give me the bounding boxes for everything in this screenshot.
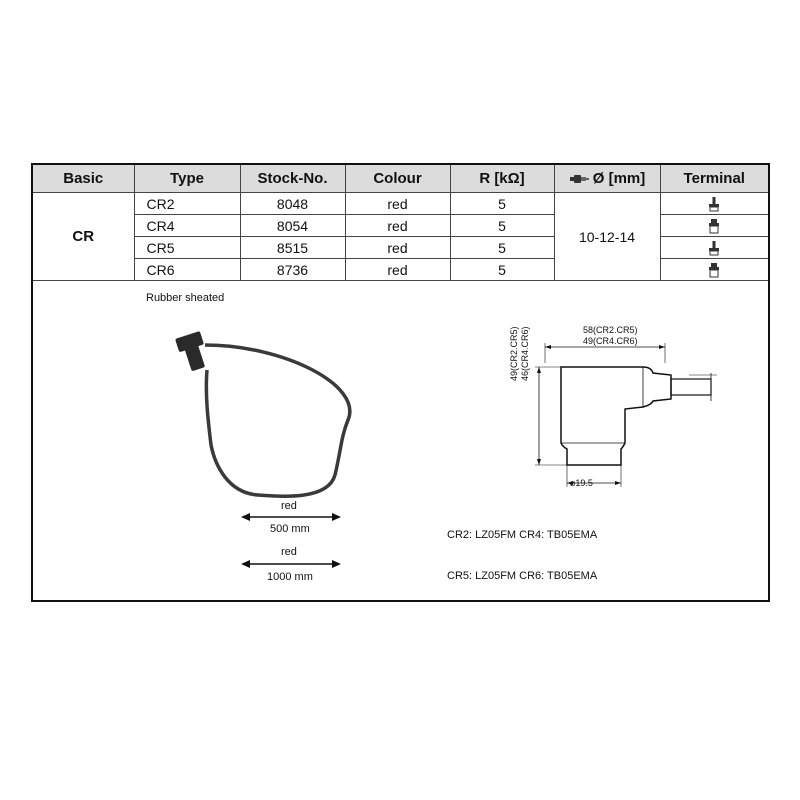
- dim-width-1: 58(CR2.CR5): [583, 325, 638, 335]
- colour-cell: red: [345, 215, 450, 237]
- length2-value: 1000 mm: [267, 571, 313, 583]
- colour-cell: red: [345, 259, 450, 281]
- terminal-note-1: CR2: LZ05FM CR4: TB05EMA: [447, 529, 598, 541]
- type-cell: CR4: [134, 215, 240, 237]
- rubber-caption: Rubber sheated: [146, 292, 225, 304]
- spec-sheet: [31, 163, 770, 602]
- header-resistance: R [kΩ]: [450, 165, 554, 193]
- terminal-cell: [660, 259, 768, 281]
- boot-drawing: [513, 335, 733, 495]
- colour-cell: red: [345, 193, 450, 215]
- terminal-cell: [660, 193, 768, 215]
- length1-value: 500 mm: [270, 523, 310, 535]
- resistance-cell: 5: [450, 259, 554, 281]
- resistance-cell: 5: [450, 237, 554, 259]
- header-stock: Stock-No.: [240, 165, 345, 193]
- length2-colour: red: [281, 546, 297, 558]
- cable-illustration: [163, 325, 383, 505]
- terminal-cell: [660, 215, 768, 237]
- header-type: Type: [134, 165, 240, 193]
- stock-cell: 8048: [240, 193, 345, 215]
- table-row: [33, 193, 768, 215]
- header-basic: Basic: [33, 165, 134, 193]
- colour-cell: red: [345, 237, 450, 259]
- length2-arrow: [241, 558, 341, 570]
- header-terminal: Terminal: [660, 165, 768, 193]
- stock-cell: 8054: [240, 215, 345, 237]
- terminal-note-2: CR5: LZ05FM CR6: TB05EMA: [447, 570, 598, 582]
- type-cell: CR5: [134, 237, 240, 259]
- resistance-cell: 5: [450, 215, 554, 237]
- diameter-cell: 10-12-14: [554, 193, 660, 281]
- table-header-row: [33, 165, 768, 193]
- type-cell: CR2: [134, 193, 240, 215]
- dim-diameter: ⌀19.5: [570, 478, 593, 488]
- header-diameter-label: Ø [mm]: [592, 170, 646, 187]
- terminal-pin-icon: [707, 196, 721, 212]
- dim-height-1: 49(CR2.CR5): [509, 326, 519, 381]
- resistance-cell: 5: [450, 193, 554, 215]
- dim-height-2: 46(CR4.CR6): [520, 326, 530, 381]
- length1-colour: red: [281, 500, 297, 512]
- basic-cell: CR: [33, 193, 134, 281]
- stock-cell: 8736: [240, 259, 345, 281]
- spark-plug-icon: [569, 172, 589, 186]
- terminal-pin-icon: [707, 240, 721, 256]
- type-cell: CR6: [134, 259, 240, 281]
- length1-arrow: [241, 511, 341, 523]
- spec-table: [33, 165, 768, 281]
- header-diameter: [554, 165, 660, 193]
- stock-cell: 8515: [240, 237, 345, 259]
- header-colour: Colour: [345, 165, 450, 193]
- terminal-cell: [660, 237, 768, 259]
- dim-width-2: 49(CR4.CR6): [583, 336, 638, 346]
- terminal-nut-icon: [707, 218, 721, 234]
- terminal-nut-icon: [707, 262, 721, 278]
